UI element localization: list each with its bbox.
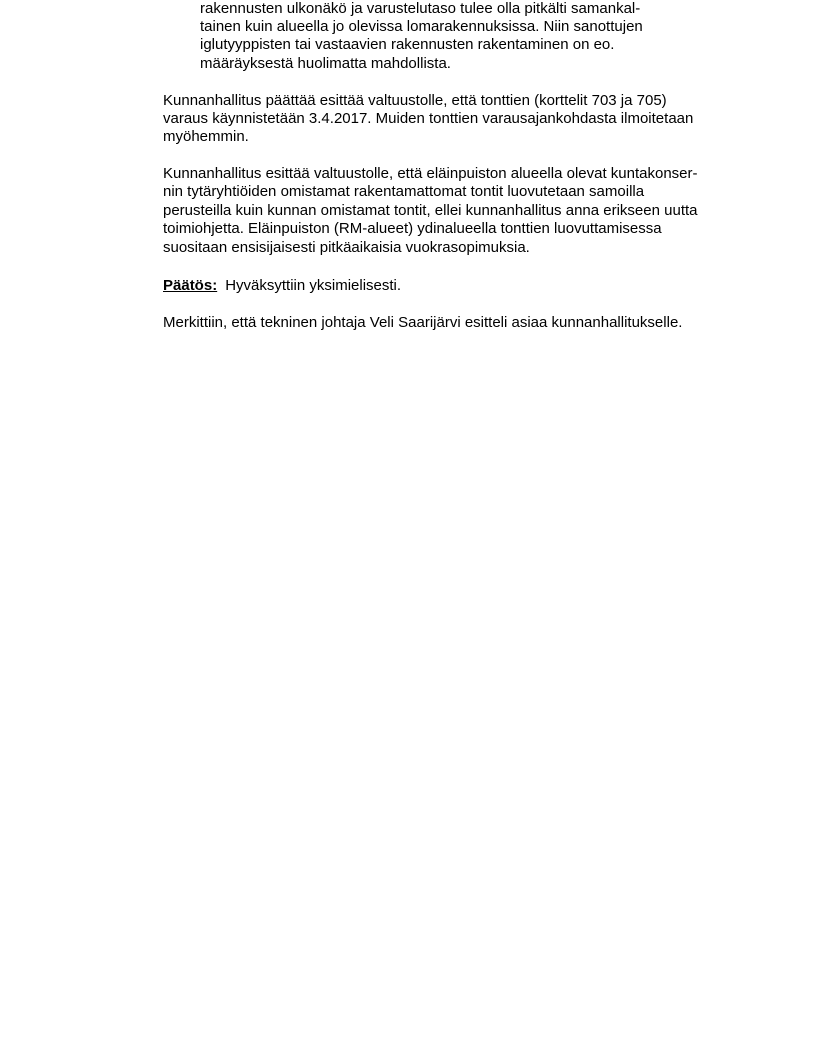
subsidiaries-paragraph-line: suositaan ensisijaisesti pitkäaikaisia vuokrasopimuksia. — [163, 239, 530, 256]
reservation-paragraph-line: varaus käynnistetään 3.4.2017. Muiden tonttien varausajankohdasta ilmoitetaan — [163, 110, 694, 127]
subsidiaries-paragraph-line: toimiohjetta. Eläinpuiston (RM-alueet) ydinalueella tonttien luovuttamisessa — [163, 220, 662, 237]
decision-text: Hyväksyttiin yksimielisesti. — [225, 277, 402, 294]
decision-line — [163, 277, 401, 296]
indented-paragraph-line: rakennusten ulkonäkö ja varustelutaso tulee olla pitkälti samankal- — [200, 0, 641, 17]
indented-paragraph-line: tainen kuin alueella jo olevissa lomarakennuksissa. Niin sanottujen — [200, 18, 643, 35]
reservation-paragraph-line: Kunnanhallitus päättää esittää valtuustolle, että tonttien (korttelit 703 ja 705) — [163, 92, 667, 109]
subsidiaries-paragraph-line: Kunnanhallitus esittää valtuustolle, että eläinpuiston alueella olevat kuntakonser- — [163, 165, 698, 182]
subsidiaries-paragraph-line: perusteilla kuin kunnan omistamat tontit, ellei kunnanhallitus anna erikseen uutta — [163, 202, 698, 219]
indented-paragraph-line: iglutyyppisten tai vastaavien rakennusten rakentaminen on eo. — [200, 36, 615, 53]
indented-paragraph-line: määräyksestä huolimatta mahdollista. — [200, 55, 451, 72]
reservation-paragraph-line: myöhemmin. — [163, 128, 249, 145]
presentation-note: Merkittiin, että tekninen johtaja Veli Saarijärvi esitteli asiaa kunnanhallitukselle. — [163, 314, 683, 331]
subsidiaries-paragraph-line: nin tytäryhtiöiden omistamat rakentamattomat tontit luovutetaan samoilla — [163, 183, 645, 200]
decision-label: Päätös: — [163, 277, 218, 294]
